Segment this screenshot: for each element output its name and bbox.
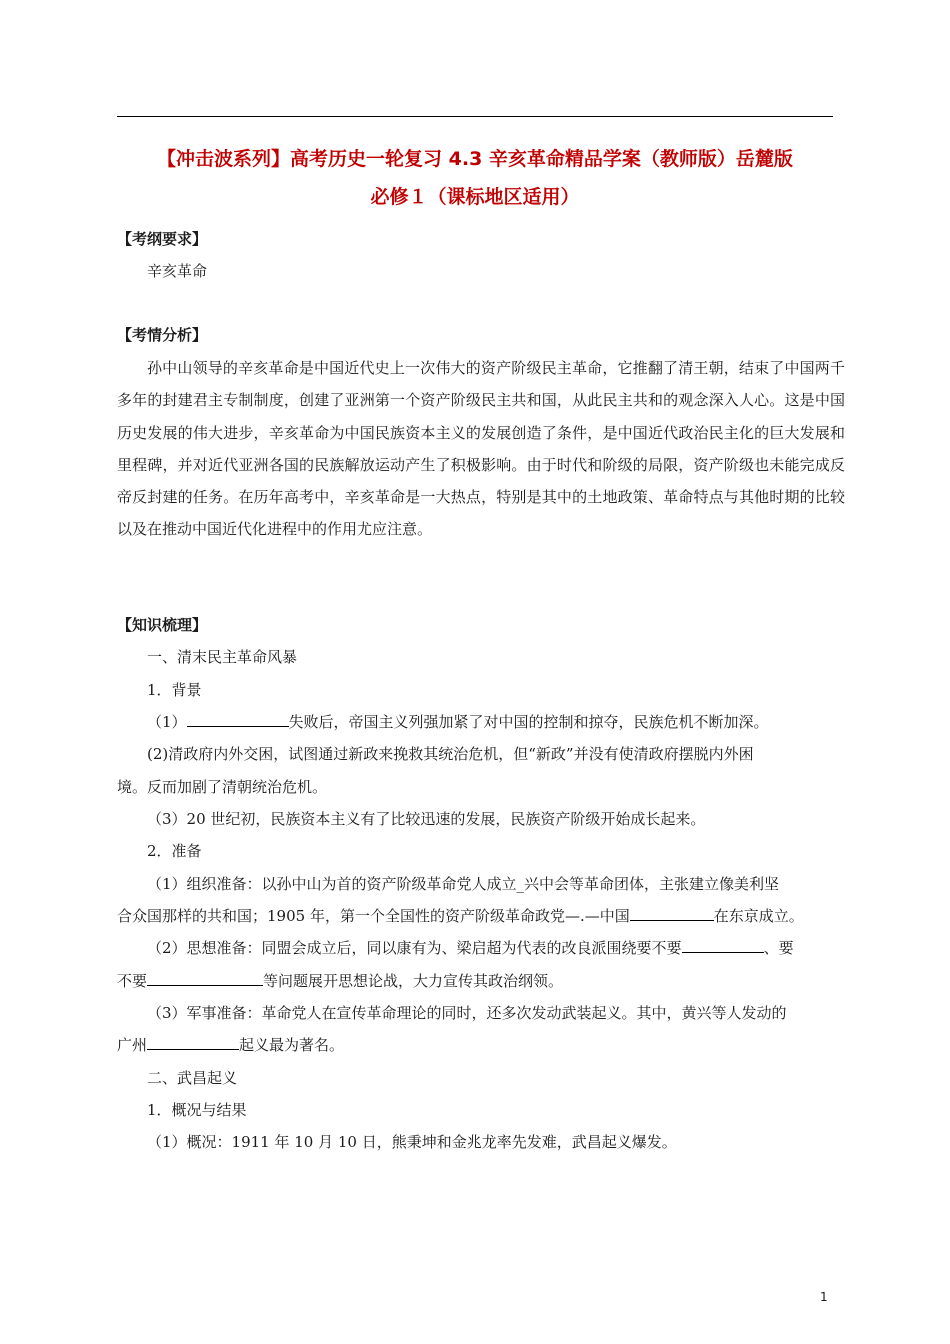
fill-blank [147,1035,239,1050]
prep1-line2-text-b: 在东京成立。 [713,907,804,925]
prep2-line2-text-a: 不要 [117,972,148,990]
prep2-line2-text-b: 等问题展开思想论战，大力宣传其政治纲领。 [263,972,564,990]
wuchang-item-1: （1）概况：1911 年 10 月 10 日，熊秉坤和金兆龙率先发难，武昌起义爆发。 [147,1133,677,1151]
background-item-2-line-1: (2)清政府内外交困，试图通过新政来挽救其统治危机，但“新政”并没有使清政府摆脱内外困 [147,745,754,763]
background-item-1 [147,711,769,732]
page-number: 1 [820,1290,828,1304]
section-heading-zhishi: 【知识梳理】 [117,616,208,634]
part1-title: 一、清末民主革命风暴 [147,648,298,666]
header-rule [117,116,833,117]
prep2-line1-text-b: 、要 [763,939,794,957]
fill-blank [630,906,714,921]
prep3-line2-text-b: 起义最为著名。 [239,1036,345,1054]
section-heading-kaogang: 【考纲要求】 [117,230,208,248]
title-line-1: 【冲击波系列】高考历史一轮复习 4.3 辛亥革命精品学案（教师版）岳麓版 [157,148,793,170]
prep2-line1-text-a: （2）思想准备：同盟会成立后，同以康有为、梁启超为代表的改良派围绕要不要 [147,939,682,957]
kaoqing-paragraph: 孙中山领导的辛亥革命是中国近代史上一次伟大的资产阶级民主革命，它推翻了清王朝，结束了中国两千多年的封建君主专制制度，创建了亚洲第一个资产阶级民主共和国，从此民主共和的观念深入人心。这是中国历史发展的伟大进步，辛亥革命为中国民族资本主义的发展创造了条件，是中国近代政治民主化的巨大发展和里程碑，并对近代亚洲各国的民族解放运动产生了积极影响。由于时代和阶级的局限，资产阶级也未能完成反帝反封建的任务。在历年高考中，辛亥革命是一大热点，特别是其中的土地政策、革命特点与其他时期的比较以及在推动中国近代化进程中的作用尤应注意。 [117,359,845,539]
preparation-item-3-line-2 [117,1034,344,1055]
prep3-line2-text-a: 广州 [117,1036,148,1054]
fill-blank [187,712,289,727]
part2-title: 二、武昌起义 [147,1069,238,1087]
preparation-item-1-line-2 [117,905,804,926]
fill-blank [147,971,263,986]
preparation-item-1-line-1: （1）组织准备：以孙中山为首的资产阶级革命党人成立_兴中会等革命团体，主张建立像美利坚 [147,875,780,893]
preparation-item-2-line-1 [147,937,794,958]
bg1-prefix: （1） [147,713,187,731]
sub-heading-overview: 1．概况与结果 [147,1101,247,1119]
sub-heading-background: 1．背景 [147,681,202,699]
title-line-2: 必修１（课标地区适用） [370,186,580,208]
bg1-text: 失败后，帝国主义列强加紧了对中国的控制和掠夺，民族危机不断加深。 [288,713,769,731]
kaogang-content: 辛亥革命 [147,262,208,280]
fill-blank [682,938,764,953]
preparation-item-3-line-1: （3）军事准备：革命党人在宣传革命理论的同时，还多次发动武装起义。其中，黄兴等人发动的 [147,1004,787,1022]
preparation-item-2-line-2 [117,970,563,991]
sub-heading-preparation: 2．准备 [147,842,202,860]
prep1-line2-text-a: 合众国那样的共和国；1905 年，第一个全国性的资产阶级革命政党—.—中国 [117,907,630,925]
document-title [100,140,850,216]
background-item-3: （3）20 世纪初，民族资本主义有了比较迅速的发展，民族资产阶级开始成长起来。 [147,810,706,828]
background-item-2-line-2: 境。反而加剧了清朝统治危机。 [117,778,328,796]
section-heading-kaoqing: 【考情分析】 [117,326,208,344]
